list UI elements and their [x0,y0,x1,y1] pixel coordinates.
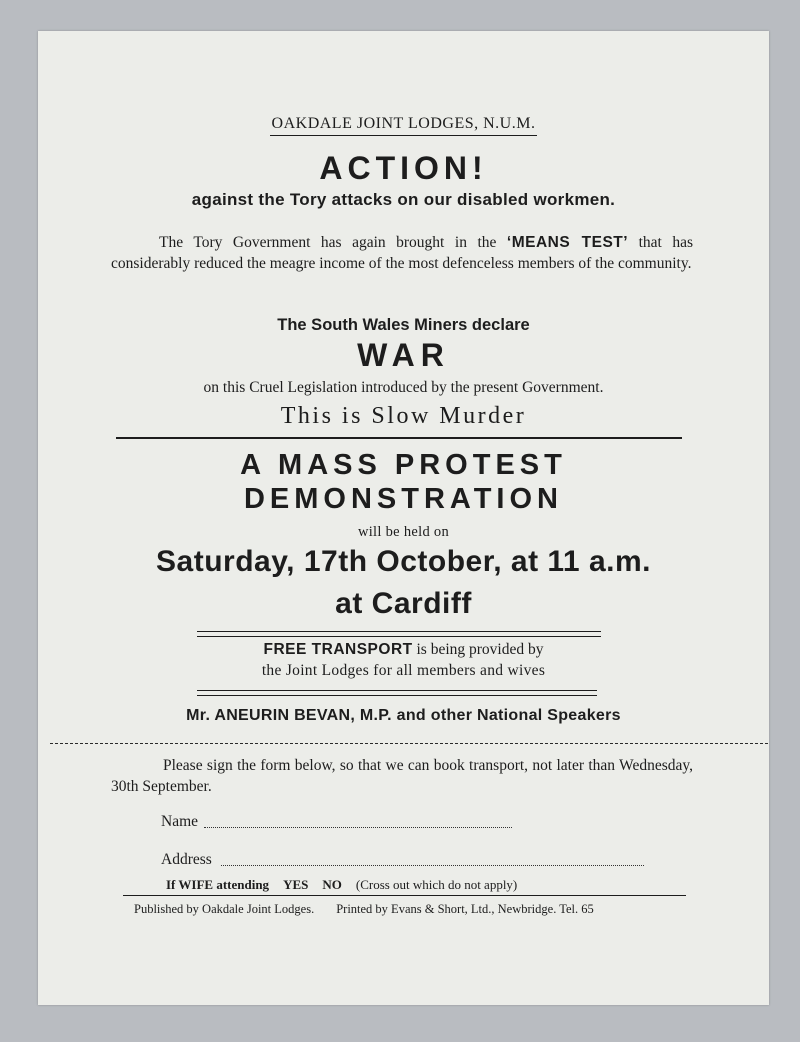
tear-off-line [50,743,768,744]
double-rule-bottom [197,690,597,696]
paragraph-text: The Tory Government has again brought in the [159,234,497,251]
address-dotted-line[interactable] [221,865,644,866]
wife-attending-row [166,877,517,893]
transport-rest: is being provided by [416,641,544,658]
published-by: Published by Oakdale Joint Lodges. [134,902,315,916]
means-test-emphasis: ‘MEANS TEST’ [506,234,629,251]
paragraph-text-cont: that has considerably reduced the meagre income of the most defenceless members of the community. [111,234,693,272]
event-place: at Cardiff [335,587,472,620]
headline: ACTION! [319,150,488,186]
divider-rule [116,437,682,439]
double-rule-top [197,631,601,637]
footer-rule [123,895,686,896]
organisation-heading: OAKDALE JOINT LODGES, N.U.M. [38,115,769,133]
form-instruction: Please sign the form below, so that we can book transport, not later than Wednesday, 30th September. [111,757,693,795]
free-transport-emphasis: FREE TRANSPORT [263,641,413,658]
address-label: Address [161,851,212,868]
miners-declare: The South Wales Miners declare [277,316,530,334]
transport-line1 [38,641,769,659]
event-date: Saturday, 17th October, at 11 a.m. [156,545,651,578]
means-test-paragraph [111,232,693,274]
imprint [134,902,594,917]
cross-out-note: (Cross out which do not apply) [355,877,518,892]
no-option[interactable]: NO [322,877,342,892]
protest-heading-line1: A MASS PROTEST [240,449,567,481]
speakers-line: Mr. ANEURIN BEVAN, M.P. and other National Speakers [186,707,621,724]
slow-murder-line: This is Slow Murder [280,403,527,429]
subheadline: against the Tory attacks on our disabled workmen. [191,190,616,209]
will-be-held: will be held on [357,524,450,540]
transport-line2: the Joint Lodges for all members and wives [261,662,546,679]
name-field[interactable] [161,813,198,831]
printed-by: Printed by Evans & Short, Ltd., Newbridge. Tel. 65 [336,902,594,916]
poster-sheet [38,31,769,1005]
name-label: Name [161,813,199,830]
legislation-line: on this Cruel Legislation introduced by the present Government. [203,379,604,396]
yes-option[interactable]: YES [283,877,309,892]
wife-label: If WIFE attending [166,877,270,892]
protest-heading-line2: DEMONSTRATION [243,483,563,515]
war-heading: WAR [357,337,450,373]
address-field[interactable] [161,851,212,869]
name-dotted-line[interactable] [204,827,512,828]
